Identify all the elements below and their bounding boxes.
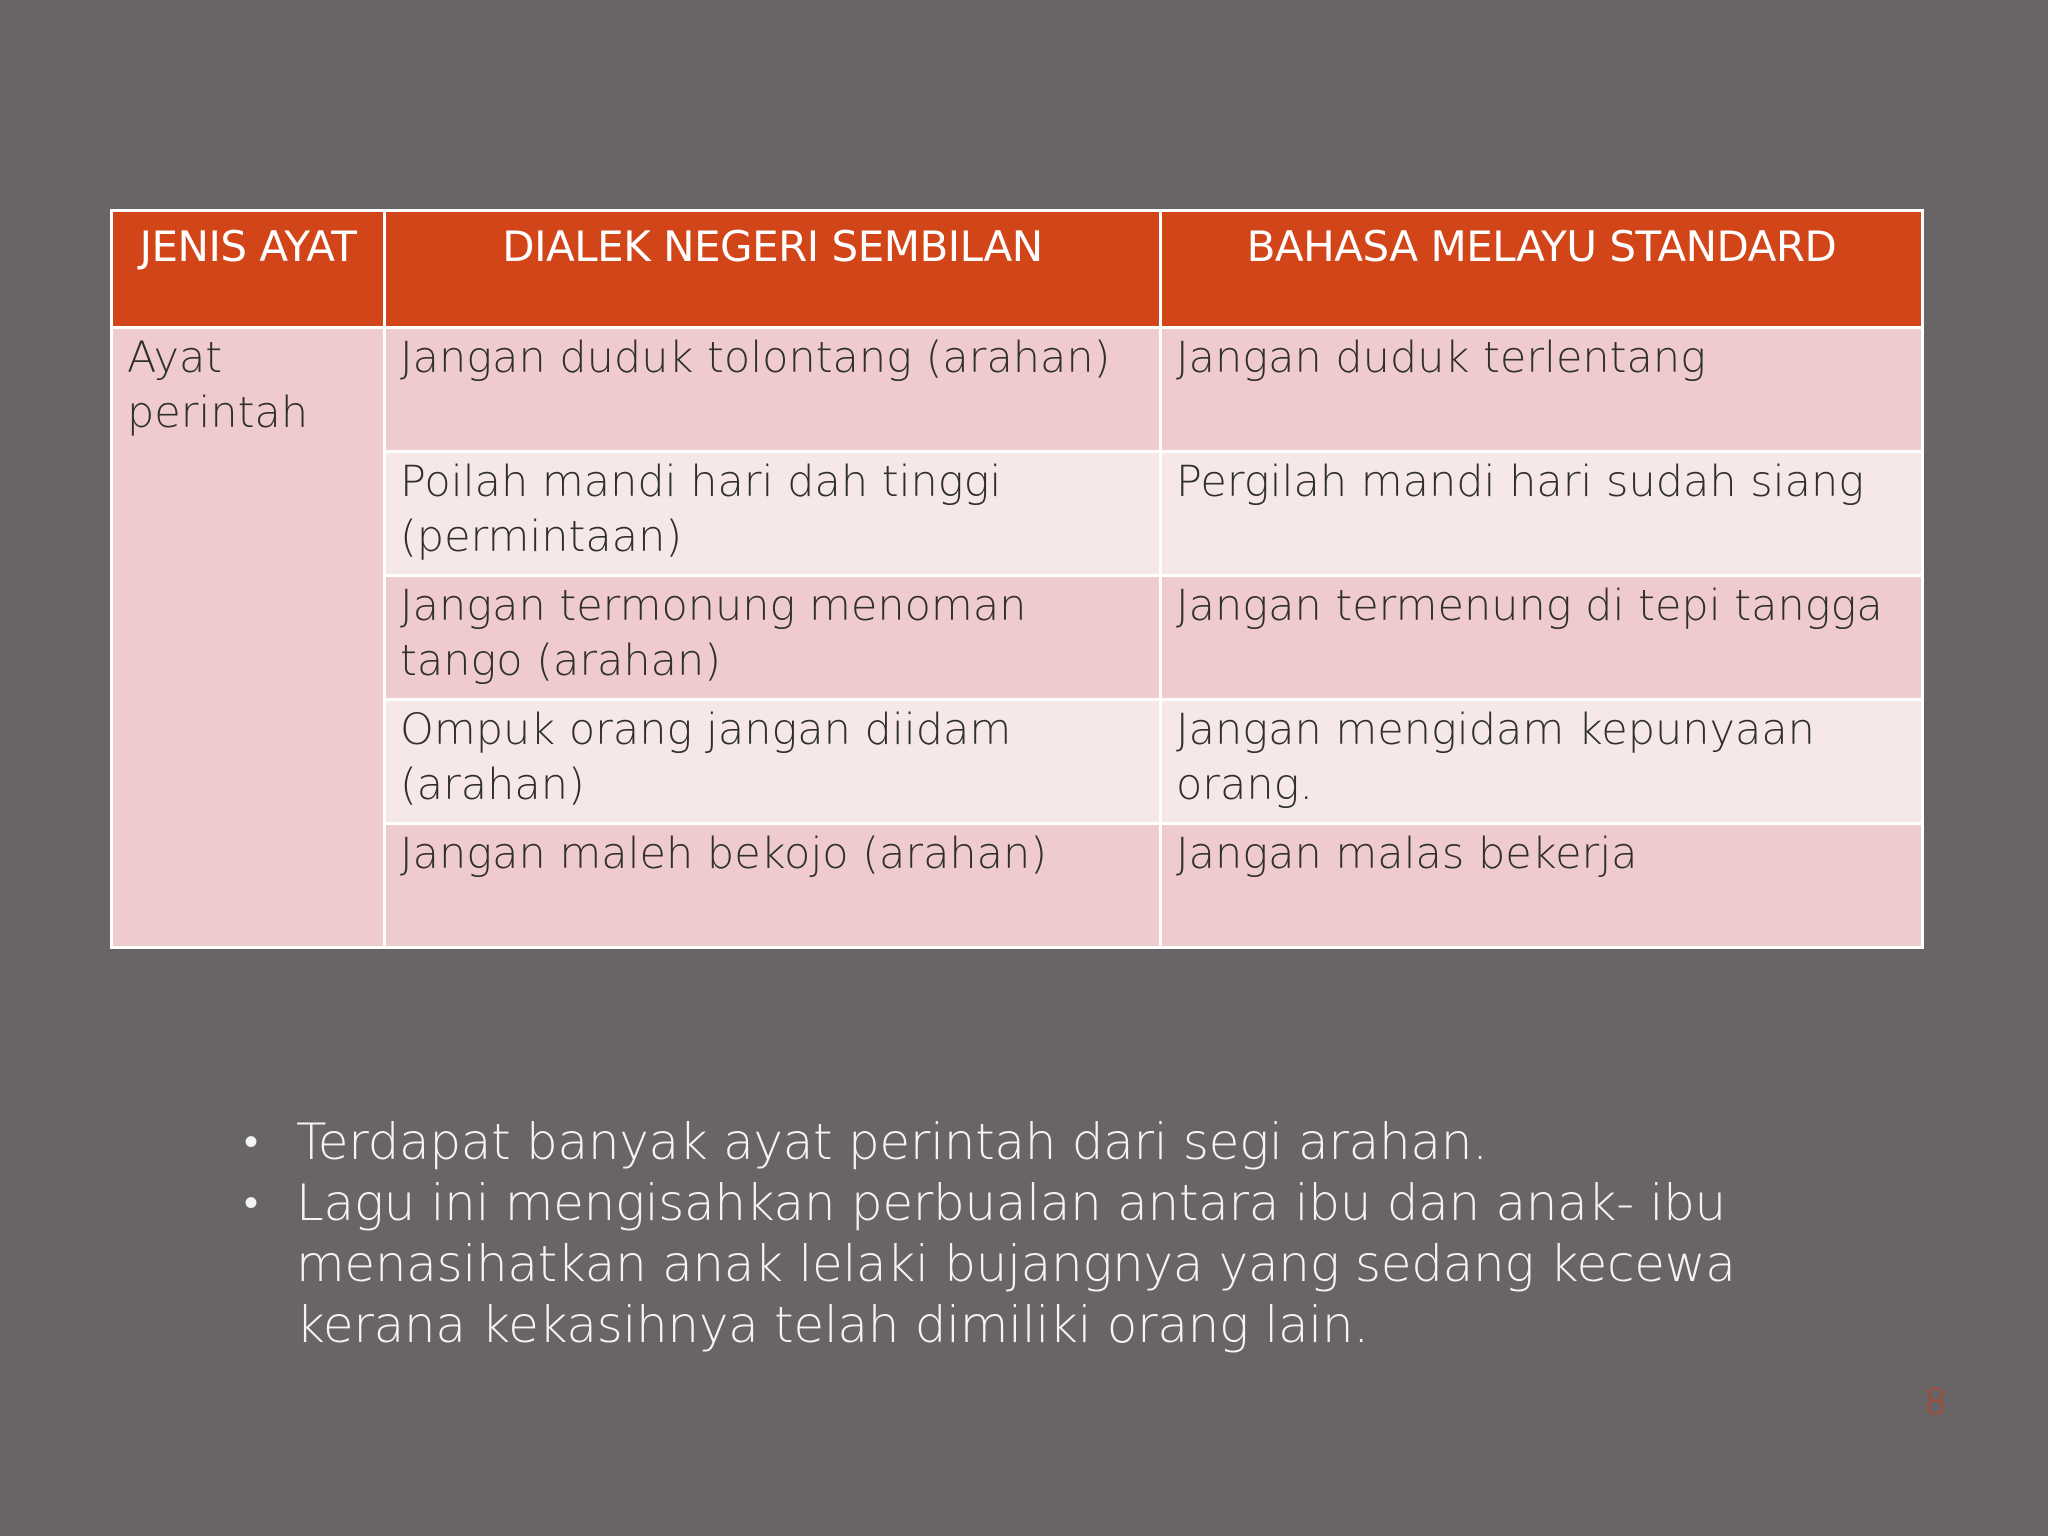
dialect-cell: Jangan termonung menoman tango (arahan) xyxy=(385,576,1161,700)
dialect-comparison-table xyxy=(110,209,1924,949)
bullet-text: Terdapat banyak ayat perintah dari segi arahan. xyxy=(296,1113,1488,1171)
sentence-type-cell: Ayat perintah xyxy=(112,328,385,948)
dialect-cell: Jangan duduk tolontang (arahan) xyxy=(385,328,1161,452)
standard-cell: Pergilah mandi hari sudah siang xyxy=(1161,452,1923,576)
page-number: 8 xyxy=(1924,1382,1947,1423)
header-bahasa-melayu-standard: BAHASA MELAYU STANDARD xyxy=(1161,211,1923,328)
table-header-row xyxy=(112,211,1923,328)
bullet-symbol: • xyxy=(244,1119,258,1165)
bullet-item xyxy=(240,1173,1840,1356)
dialect-cell: Poilah mandi hari dah tinggi (permintaan) xyxy=(385,452,1161,576)
dialect-cell: Jangan maleh bekojo (arahan) xyxy=(385,824,1161,948)
dialect-cell: Ompuk orang jangan diidam (arahan) xyxy=(385,700,1161,824)
bullet-item xyxy=(240,1112,1840,1173)
table-row xyxy=(112,328,1923,452)
standard-cell: Jangan mengidam kepunyaan orang. xyxy=(1161,700,1923,824)
standard-cell: Jangan duduk terlentang xyxy=(1161,328,1923,452)
bullet-symbol: • xyxy=(244,1180,258,1226)
header-jenis-ayat: JENIS AYAT xyxy=(112,211,385,328)
bullet-list xyxy=(240,1112,1840,1356)
standard-cell: Jangan termenung di tepi tangga xyxy=(1161,576,1923,700)
header-dialek-negeri-sembilan: DIALEK NEGERI SEMBILAN xyxy=(385,211,1161,328)
bullet-text: Lagu ini mengisahkan perbualan antara ibu dan anak- ibu menasihatkan anak lelaki bujangnya yang sedang kecewa kerana kekasihnya telah dimiliki orang lain. xyxy=(296,1174,1736,1354)
standard-cell: Jangan malas bekerja xyxy=(1161,824,1923,948)
